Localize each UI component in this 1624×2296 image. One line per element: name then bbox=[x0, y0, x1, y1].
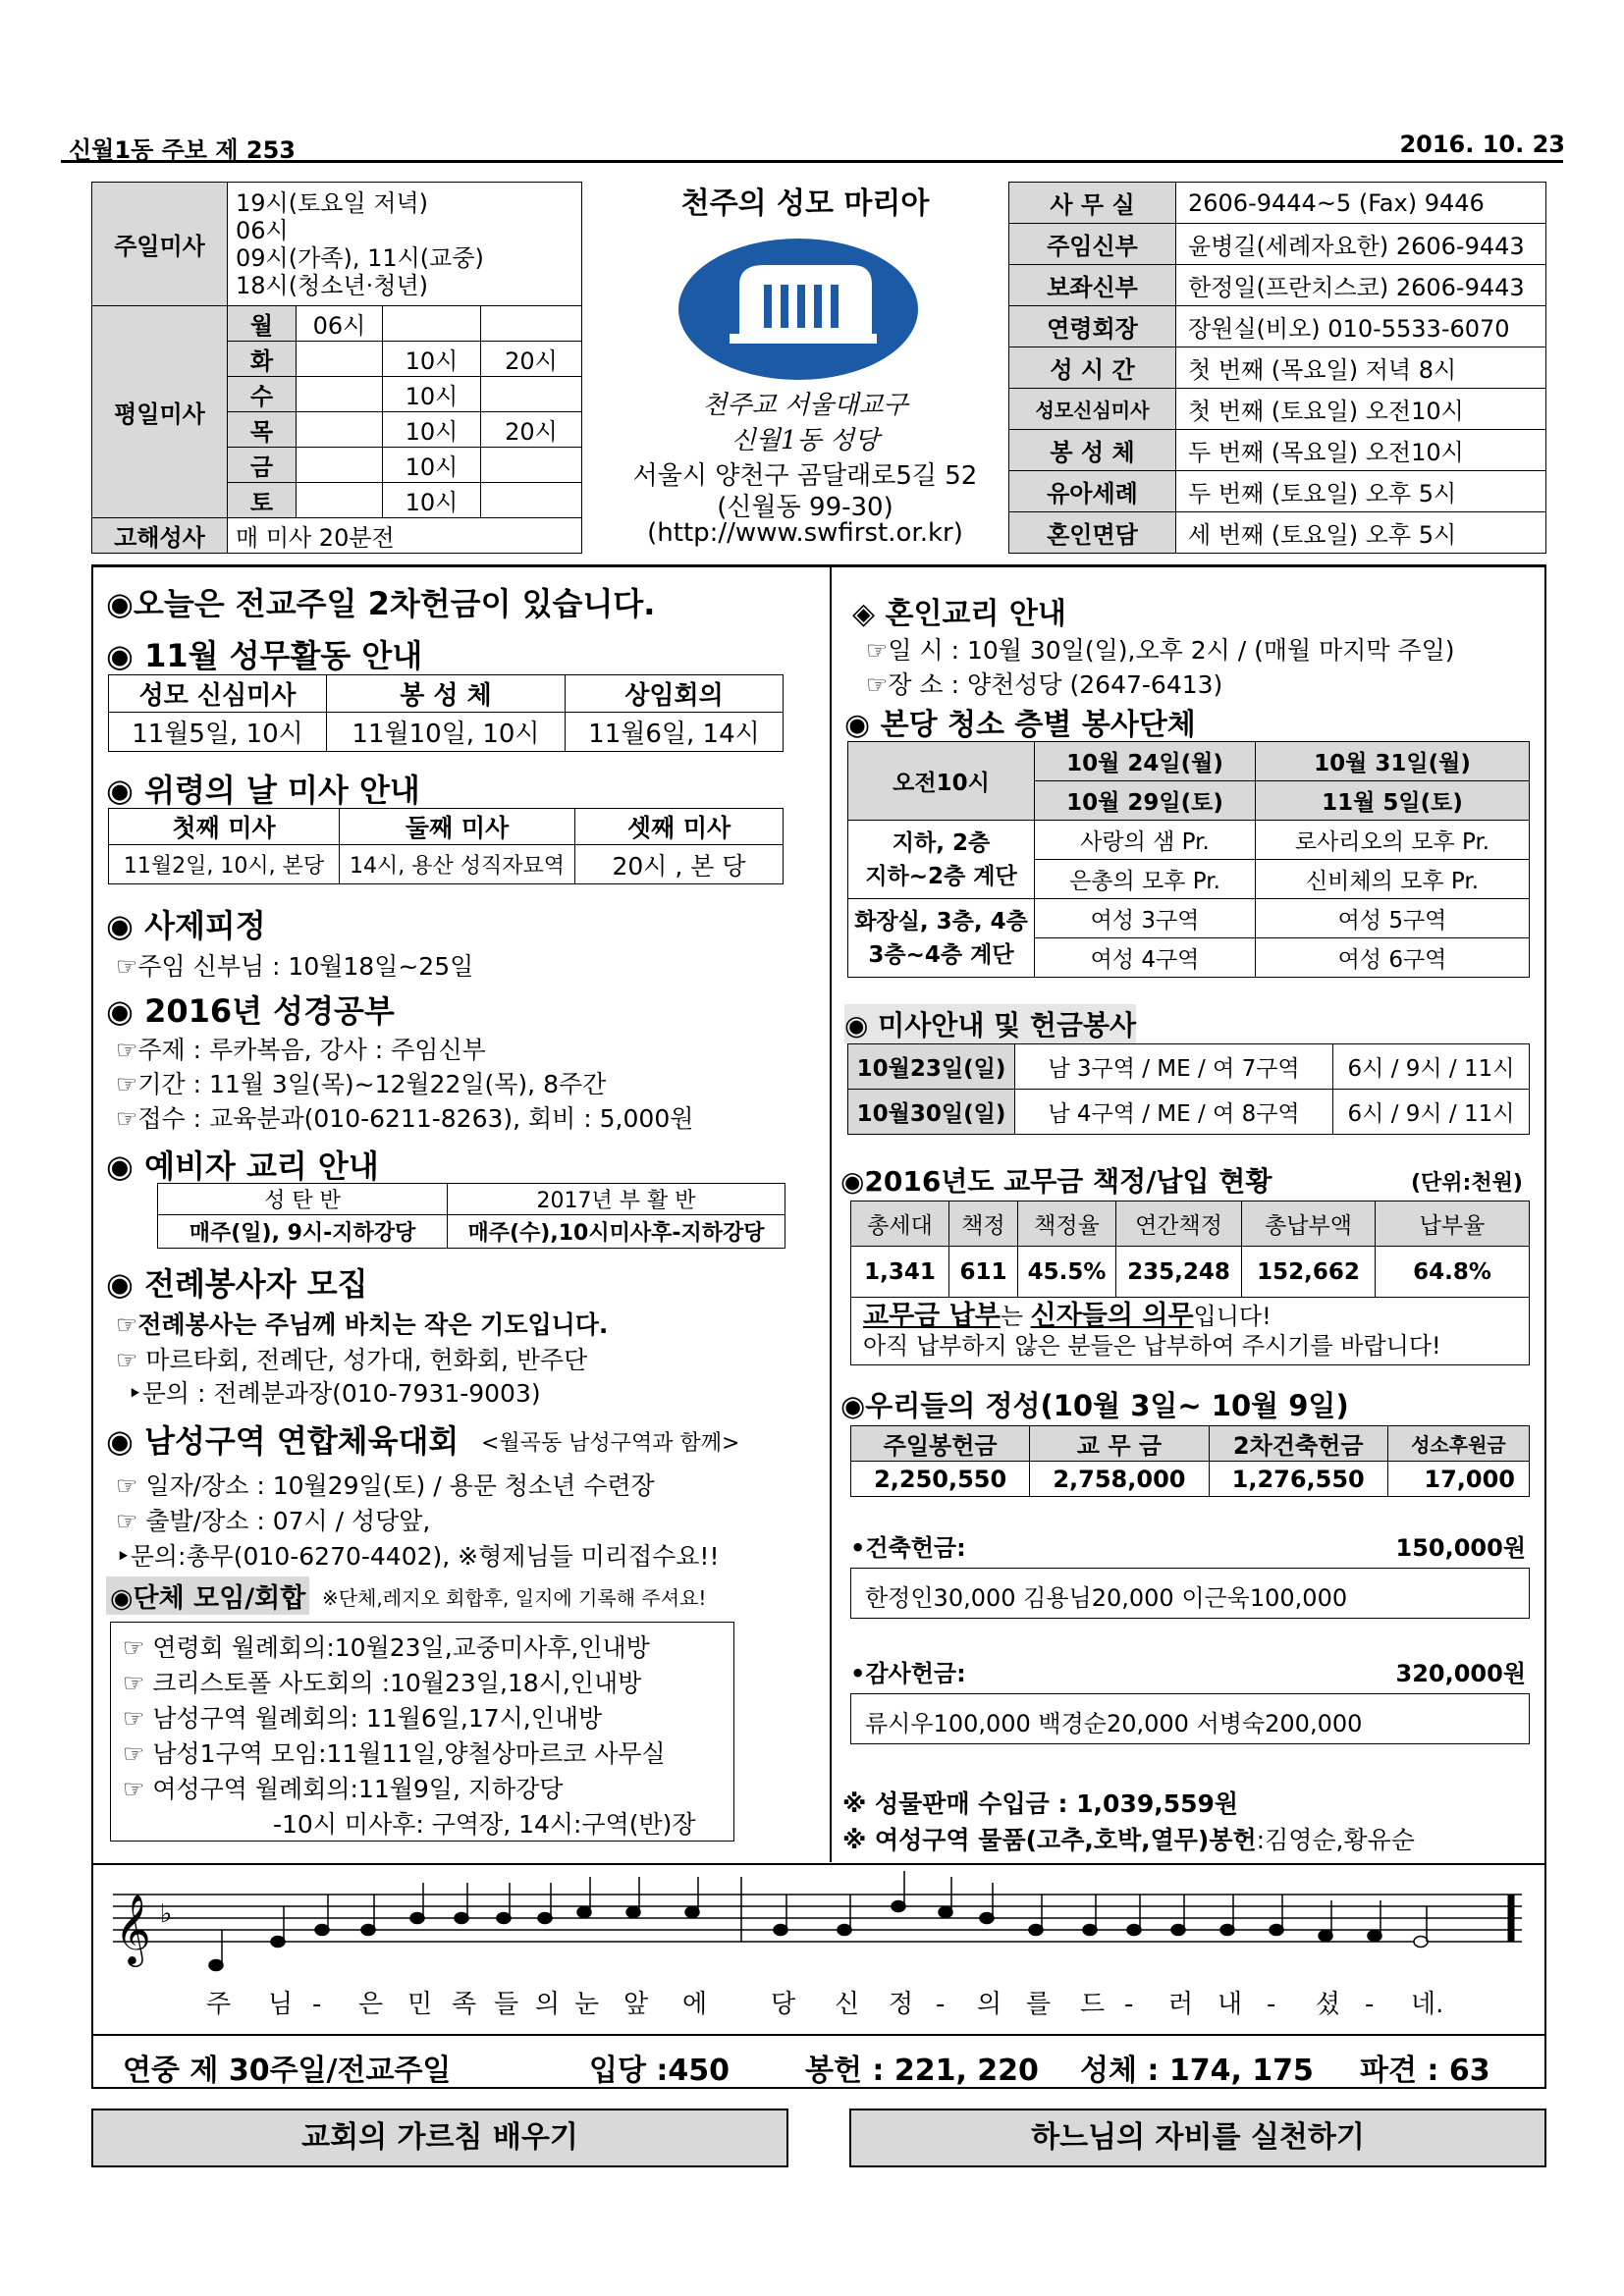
parish-sign-1: 천주교 서울대교구 bbox=[702, 391, 908, 420]
stats-bar bbox=[91, 2034, 1546, 2089]
weekday-mass-label: 평일미사 bbox=[92, 306, 228, 518]
note-head bbox=[838, 1925, 851, 1936]
note-head bbox=[497, 1913, 511, 1924]
sports-line: ☞ 일자/장소 : 10월29일(토) / 용문 청소년 수련장 bbox=[116, 1471, 655, 1500]
lyric-syllable: - bbox=[1267, 1990, 1276, 2019]
teaching-button[interactable]: 교회의 가르침 배우기 bbox=[91, 2109, 788, 2167]
lyric-syllable: 에 bbox=[682, 1990, 708, 2019]
server-line: ☞ 마르타회, 전례단, 성가대, 헌화회, 반주단 bbox=[116, 1346, 588, 1374]
server-line: ☞전례봉사는 주님께 바치는 작은 기도입니다. bbox=[116, 1310, 609, 1339]
building-fund-label: •건축헌금: bbox=[850, 1534, 966, 1562]
note-head bbox=[1414, 1937, 1428, 1948]
parish-sign-2: 신월1동 성당 bbox=[731, 426, 880, 455]
catechumen-table: 성 탄 반 2017년 부 활 반 매주(일), 9시-지하강당 매주(수),10시미사후-지하강당 bbox=[157, 1183, 785, 1249]
group-line: ☞ 남성구역 월례회의: 11월6일,17시,인내방 bbox=[123, 1704, 603, 1733]
offering-count: 봉헌 : 221, 220 bbox=[805, 2054, 1039, 2088]
lyric-syllable: 내 bbox=[1218, 1990, 1243, 2019]
wedding-class-title: ◈ 혼인교리 안내 bbox=[852, 597, 1066, 631]
lyric-syllable: 셨 bbox=[1316, 1990, 1341, 2019]
lyric-syllable: 의 bbox=[977, 1990, 1002, 2019]
note-head bbox=[209, 1960, 223, 1971]
wedding-line: ☞일 시 : 10월 30일(일),오후 2시 / (매월 마지막 주일) bbox=[866, 636, 1455, 665]
confession-time: 매 미사 20분전 bbox=[228, 518, 582, 554]
offering-table: 주일봉헌금 교 무 금 2차건축헌금 성소후원금 2,250,550 2,758,000 1,276,550 17,000 bbox=[850, 1425, 1530, 1497]
note-head bbox=[1319, 1931, 1332, 1942]
sports-day-title: ◉ 남성구역 연합체육대회 bbox=[106, 1422, 460, 1460]
music-staff bbox=[93, 1865, 1544, 2034]
server-recruit-title: ◉ 전례봉사자 모집 bbox=[106, 1265, 368, 1303]
cleaning-table: 오전10시 10월 24일(월) 10월 31일(월) 10월 29일(토) 11월 5일(토) 지하, 2층 지하~2층 계단 사랑의 샘 Pr. 로사리오의 모후 Pr. 은총의 모후 Pr. 신비체의 모후 Pr. 화장실, 3층, 4층 3층~4층 계단 여성 3구역 여성 5구역 여성 4구역 여성 6구역 bbox=[847, 741, 1530, 978]
note-head bbox=[1083, 1925, 1097, 1936]
dues-table: 총세대 책정 책정율 연간책정 총납부액 납부율 1,341 611 45.5% 235,248 152,662 64.8% 교무금 납부는 신자들의 의무입니다! 아직 납부하지 않은 분들은 납부하여 주시기를 바랍니다! bbox=[850, 1201, 1530, 1365]
week-title: 연중 제 30주일/전교주일 bbox=[123, 2054, 452, 2088]
parish-address: 서울시 양천구 곰달래로5길 52 bbox=[632, 461, 978, 491]
wedding-line: ☞장 소 : 양천성당 (2647-6413) bbox=[866, 670, 1223, 699]
lyric-syllable: 신 bbox=[835, 1990, 860, 2019]
lyric-syllable: 네. bbox=[1411, 1990, 1444, 2019]
note-head bbox=[1171, 1925, 1185, 1936]
bulletin-number: 신월1동 주보 제 253 bbox=[69, 136, 296, 164]
lyric-syllable: 님 bbox=[268, 1990, 294, 2019]
confession-label: 고해성사 bbox=[92, 518, 228, 554]
note-head bbox=[980, 1913, 994, 1924]
note-head bbox=[538, 1913, 552, 1924]
sports-line: ☞ 출발/장소 : 07시 / 성당앞, bbox=[116, 1507, 431, 1535]
note-head bbox=[774, 1925, 787, 1936]
group-line: ☞ 여성구역 월례회의:11월9일, 지하강당 bbox=[123, 1775, 564, 1803]
nov-activities-table: 성모 신심미사 봉 성 체 상임회의 11월5일, 10시 11월10일, 10시 11월6일, 14시 bbox=[108, 674, 784, 752]
note-head bbox=[410, 1913, 424, 1924]
header-rule bbox=[61, 160, 1563, 163]
donation-note: ※ 여성구역 물품(고추,호박,열무)봉헌:김영순,황유순 bbox=[842, 1826, 1415, 1854]
nov-activities-title: ◉ 11월 성무활동 안내 bbox=[106, 637, 423, 674]
column-divider bbox=[830, 566, 832, 1862]
group-line: -10시 미사후: 구역장, 14시:구역(반)장 bbox=[273, 1810, 696, 1839]
lyric-syllable: 를 bbox=[1026, 1990, 1052, 2019]
note-head bbox=[577, 1907, 591, 1918]
flat-icon: ♭ bbox=[160, 1899, 173, 1929]
lyric-syllable: 은 bbox=[358, 1990, 384, 2019]
retreat-line: ☞주임 신부님 : 10월18일~25일 bbox=[116, 952, 474, 981]
mercy-button[interactable]: 하느님의 자비를 실천하기 bbox=[849, 2109, 1546, 2167]
bulletin-date: 2016. 10. 23 bbox=[1399, 131, 1565, 158]
lyric-syllable: 들 bbox=[494, 1990, 519, 2019]
sunday-mass-times: 19시(토요일 저녁) 06시 09시(가족), 11시(교중) 18시(청소년·청년) bbox=[228, 183, 582, 306]
lyric-syllable: 주 bbox=[206, 1990, 232, 2019]
parish-website[interactable]: (http://www.swfirst.or.kr) bbox=[647, 518, 963, 548]
parish-address-2: (신월동 99-30) bbox=[717, 493, 893, 522]
sports-day-sub: <월곡동 남성구역과 함께> bbox=[481, 1431, 740, 1456]
group-line: ☞ 연령회 월례회의:10월23일,교중미사후,인내방 bbox=[123, 1633, 650, 1662]
lyric-syllable: 눈 bbox=[574, 1990, 600, 2019]
mass-schedule-table: 주일미사 19시(토요일 저녁) 06시 09시(가족), 11시(교중) 18시(청소년·청년) 평일미사 월 06시 화 10시 20시 수 10시 목 10시 20시 금 10시 토 10시 고해성사 매 미사 20분전 bbox=[91, 182, 582, 554]
note-head bbox=[1127, 1925, 1141, 1936]
group-line: ☞ 크리스토폴 사도회의 :10월23일,18시,인내방 bbox=[123, 1669, 642, 1697]
attendance: 입당 :450 bbox=[589, 2054, 731, 2088]
dues-note: 교무금 납부는 신자들의 의무입니다! 아직 납부하지 않은 분들은 납부하여 주시기를 바랍니다! bbox=[851, 1298, 1530, 1365]
contact-table: 사 무 실 2606-9444~5 (Fax) 9446 주임신부 윤병길(세례자요한) 2606-9443 보좌신부 한정일(프란치스코) 2606-9443 연령회장 장원실(비오) 010-5533-6070 성 시 간 첫 번째 (목요일) 저녁 8시 성모신심미사 첫 번째 (토요일) 오전10시 봉 성 체 두 번째 (목요일) 오전10시 유아세례 두 번째 (토요일) 오후 5시 혼인면담 세 번째 (토요일) 오후 5시 bbox=[1008, 182, 1546, 554]
mass-offering-title: ◉ 미사안내 및 헌금봉사 bbox=[844, 1004, 1136, 1043]
lyric-syllable: 드 bbox=[1080, 1990, 1106, 2019]
sunday-mass-label: 주일미사 bbox=[92, 183, 228, 306]
lyric-syllable: 족 bbox=[452, 1990, 477, 2019]
lyric-syllable: 당 bbox=[771, 1990, 796, 2019]
today-notice: ◉오늘은 전교주일 2차헌금이 있습니다. bbox=[106, 585, 656, 622]
sales-note: ※ 성물판매 수입금 : 1,039,559원 bbox=[842, 1789, 1239, 1818]
cleaning-title: ◉ 본당 청소 층별 봉사단체 bbox=[844, 708, 1196, 742]
note-head bbox=[1029, 1925, 1043, 1936]
lyric-syllable: 정 bbox=[889, 1990, 914, 2019]
lyric-syllable: - bbox=[936, 1990, 946, 2019]
memorial-mass-table: 첫째 미사 둘째 미사 셋째 미사 11월2일, 10시, 본당 14시, 용산 성직자묘역 20시 , 본 당 bbox=[108, 808, 784, 884]
thanks-offering-amount: 320,000원 bbox=[1395, 1660, 1526, 1687]
dismissal-count: 파견 : 63 bbox=[1360, 2054, 1490, 2088]
lyric-syllable: 러 bbox=[1168, 1990, 1194, 2019]
memorial-mass-title: ◉ 위령의 날 미사 안내 bbox=[106, 772, 420, 809]
note-head bbox=[1368, 1931, 1381, 1942]
lyric-syllable: 앞 bbox=[623, 1990, 649, 2019]
dues-title: ◉2016년도 교무금 책정/납입 현황 bbox=[840, 1165, 1272, 1198]
lyric-syllable: 의 bbox=[535, 1990, 561, 2019]
thanks-offering-label: •감사헌금: bbox=[850, 1660, 966, 1687]
offering-title: ◉우리들의 정성(10월 3일~ 10월 9일) bbox=[840, 1389, 1349, 1422]
lyric-syllable: - bbox=[1365, 1990, 1375, 2019]
note-head bbox=[361, 1925, 375, 1936]
lyric-syllable: - bbox=[1124, 1990, 1134, 2019]
mass-offering-table: 10월23일(일) 남 3구역 / ME / 여 7구역 6시 / 9시 / 11시 10월30일(일) 남 4구역 / ME / 여 8구역 6시 / 9시 / 11시 bbox=[847, 1043, 1530, 1135]
group-meeting-sub: ※단체,레지오 회합후, 일지에 기록해 주셔요! bbox=[322, 1586, 707, 1610]
bible-line: ☞접수 : 교육분과(010-6211-8263), 회비 : 5,000원 bbox=[116, 1104, 694, 1133]
bible-line: ☞주제 : 루카복음, 강사 : 주임신부 bbox=[116, 1036, 486, 1064]
building-fund-amount: 150,000원 bbox=[1395, 1534, 1526, 1562]
note-head bbox=[685, 1907, 699, 1918]
note-head bbox=[626, 1907, 640, 1918]
retreat-title: ◉ 사제피정 bbox=[106, 907, 266, 944]
dues-unit: (단위:천원) bbox=[1411, 1171, 1523, 1196]
building-fund-names: 한정인30,000 김용님20,000 이근욱100,000 bbox=[850, 1568, 1530, 1619]
note-head bbox=[315, 1925, 329, 1936]
note-head bbox=[892, 1901, 905, 1912]
thanks-offering-names: 류시우100,000 백경순20,000 서병숙200,000 bbox=[850, 1693, 1530, 1744]
parish-logo bbox=[671, 226, 926, 383]
bible-study-title: ◉ 2016년 성경공부 bbox=[106, 992, 395, 1030]
note-head bbox=[455, 1913, 468, 1924]
treble-clef-icon: 𝄞 bbox=[115, 1893, 151, 1964]
catechumen-title: ◉ 예비자 교리 안내 bbox=[106, 1148, 379, 1185]
communion-count: 성체 : 174, 175 bbox=[1080, 2054, 1314, 2088]
note-head bbox=[1220, 1925, 1234, 1936]
note-head bbox=[1270, 1925, 1283, 1936]
server-line: ‣문의 : 전례분과장(010-7931-9003) bbox=[128, 1379, 541, 1408]
hymn-area bbox=[91, 1865, 1546, 2034]
group-meeting-box bbox=[110, 1622, 734, 1842]
lyric-syllable: - bbox=[312, 1990, 322, 2019]
note-head bbox=[271, 1937, 285, 1948]
note-head bbox=[939, 1907, 952, 1918]
sports-line: ‣문의:총무(010-6270-4402), ※형제님들 미리접수요!! bbox=[116, 1542, 720, 1571]
group-meeting-title: ◉단체 모임/회합 bbox=[106, 1576, 309, 1615]
bible-line: ☞기간 : 11월 3일(목)~12월22일(목), 8주간 bbox=[116, 1070, 607, 1098]
lyric-syllable: 민 bbox=[407, 1990, 433, 2019]
group-line: ☞ 남성1구역 모임:11월11일,양철상마르코 사무실 bbox=[123, 1739, 666, 1768]
parish-patron: 천주의 성모 마리아 bbox=[680, 187, 930, 221]
